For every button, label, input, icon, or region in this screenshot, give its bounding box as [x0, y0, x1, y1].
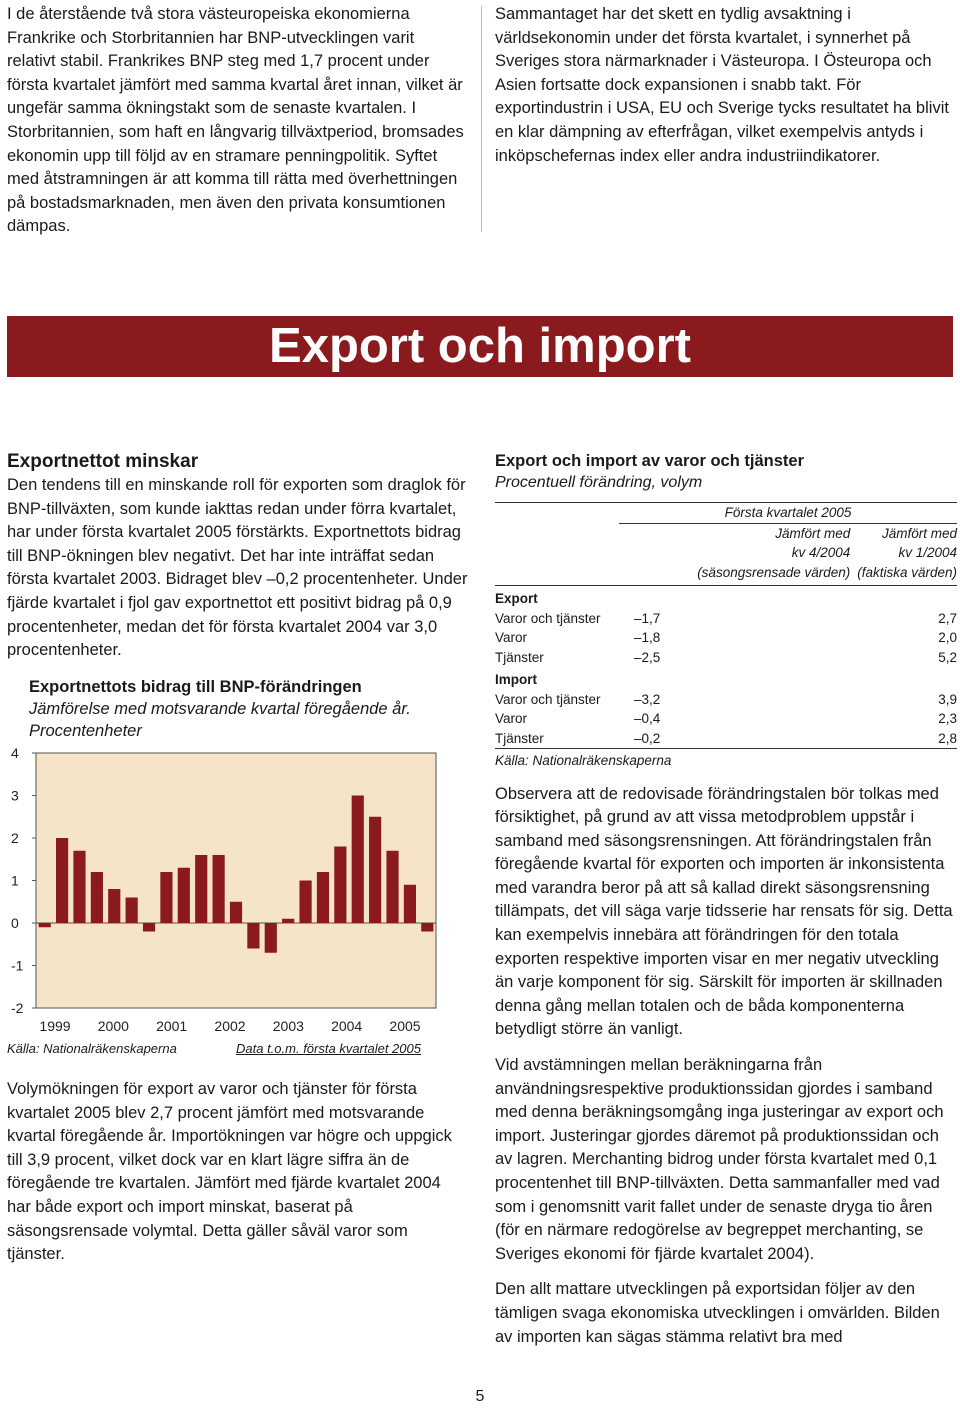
chart-bar [299, 881, 311, 924]
table-row: Varor och tjänster –3,2 3,9 [495, 691, 957, 707]
chart-bar [160, 872, 172, 923]
chart-bar [178, 868, 190, 923]
section-title: Export och import [269, 319, 691, 373]
table-row: Tjänster –0,2 2,8 [495, 729, 957, 749]
col1-header-line3: (säsongsrensade värden) [697, 564, 851, 580]
chart-unit: Procentenheter [29, 722, 142, 740]
table-source: Källa: Nationalräkenskaperna [495, 753, 672, 768]
chart-block [7, 677, 469, 1062]
paragraph-outlook: Den allt mattare utvecklingen på exportsidan följer av den tämligen svaga ekonomiska utvecklingen i omvärlden. Bilden av importen kan sägas stämma relativt bra med [495, 1280, 940, 1346]
chart-bar [108, 889, 120, 923]
page-number: 5 [475, 1388, 485, 1405]
bar-chart [7, 677, 469, 1062]
col2-header-line2: kv 1/2004 [898, 545, 957, 560]
export-net-section [7, 450, 469, 663]
chart-bar [282, 919, 294, 923]
chart-source: Källa: Nationalräkenskaperna [7, 1041, 177, 1056]
table-row: Tjänster –2,5 5,2 [495, 649, 957, 665]
chart-bar [265, 923, 277, 953]
col1-header-line2: kv 4/2004 [791, 545, 851, 560]
section-banner [7, 316, 953, 377]
chart-bar [91, 872, 103, 923]
paragraph-merchanting: Vid avstämningen mellan beräkningarna från användningsrespektive produktionssidan gjordes i samband med denna beräkningsomgång inga justeringar av export och import. Justeringar gjordes däremot på produktionssidan och av lagren. Merchanting bidrog under första kvartalet med 0,1 procentenhet till BNP-tillväxten. Detta sammanfaller med vad som i genomsnitt varit fallet under de senaste dryga tio åren (för en närmare redogörelse av begreppet merchanting, se Sveriges ekonomi för fjärde kvartalet 2004). [495, 1056, 944, 1263]
col1-header-line1: Jämfört med [775, 525, 851, 541]
x-tick-label: 2003 [272, 1018, 304, 1034]
table-row: Varor –0,4 2,3 [495, 711, 957, 726]
x-tick-label: 2000 [97, 1018, 129, 1034]
section-paragraph: Den tendens till en minskande roll för exporten som draglok för BNP-tillväxten, som kunde iakttas redan under förra kvartalet, har under första kvartalet 2005 förstärkts. Exportnettots bidrag till BNP-ökningen blev negativt. Det har inte inträffat sedan första kvartalet 2003. Bidraget blev –0,2 procentenheter. Under fjärde kvartalet i fjol gav exportnettot ett positivt bidrag på 0,9 procentenheter, medan det för första kvartalet 2004 var 3,0 procentenheter. [7, 476, 468, 660]
y-tick-label: 3 [11, 787, 19, 804]
top-right-paragraph: Sammantaget har det skett en tydlig avsaktning i världsekonomin under det första kvartalet, i synnerhet på Sveriges stora närmarknader i Västeuropa. I Östeuropa och Asien fortsatte dock expansionen i snabb takt. För exportindustrin i USA, EU och Sverige tycks resultatet ha blivit en klar dämpning av efterfrågan, vilket exempelvis antyds i inköpschefernas index eller andra industriindikatorer. [495, 5, 949, 165]
right-text [495, 783, 957, 1350]
x-tick-label: 2001 [156, 1018, 188, 1034]
chart-bar [317, 872, 329, 923]
y-tick-label: -2 [11, 1000, 24, 1016]
x-tick-label: 2004 [331, 1018, 363, 1034]
top-left-paragraph: I de återstående två stora västeuropeiska ekonomierna Frankrike och Storbritannien har BNP-utvecklingen varit relativt stabil. Frankrikes BNP steg med 1,7 procent under första kvartalet jämfört med samma kvartal året innan, vilket är ungefär samma ökningstakt som de senaste kvartalen. I Storbritannien, som haft en långvarig tillväxtperiod, bromsades ekonomin upp till följd av en stramare penningpolitik. Syftet med åtstramningen är att komma till rätta med överhettningen på bostadsmarknaden, men även den privata konsumtionen dämpas. [7, 5, 464, 236]
chart-bar [421, 923, 433, 932]
x-tick-label: 2002 [214, 1018, 246, 1034]
right-column [495, 450, 957, 1361]
col2-header-line1: Jämfört med [881, 525, 957, 541]
chart-bar [247, 923, 259, 949]
import-label: Import [495, 672, 537, 687]
export-import-table [495, 502, 957, 771]
table-row: Varor och tjänster –1,7 2,7 [495, 610, 957, 626]
chart-bar [334, 847, 346, 924]
chart-bar [39, 923, 51, 927]
chart-subtitle: Jämförelse med motsvarande kvartal föregående år. [29, 700, 411, 718]
volume-paragraph: Volymökningen för export av varor och tjänster för första kvartalet 2005 blev 2,7 procent jämfört med motsvarande kvartal föregående år. Importökningen var högre och uppgick till 3,9 procent, vilket dock var en klart lägre siffra än de föregående tre kvartalen. Jämfört med fjärde kvartalet 2004 har både export och import minskat, baserat på säsongsrensade volymtal. Detta gäller såväl varor som tjänster. [7, 1080, 452, 1264]
chart-bar [213, 855, 225, 923]
x-tick-label: 2005 [389, 1018, 421, 1034]
table-row: Varor –1,8 2,0 [495, 630, 957, 645]
chart-bar [56, 838, 68, 923]
section-heading: Exportnettot minskar [7, 451, 199, 472]
chart-data-note: Data t.o.m. första kvartalet 2005 [236, 1041, 421, 1056]
chart-bar [352, 796, 364, 924]
chart-title: Exportnettots bidrag till BNP-förändringen [29, 678, 362, 696]
chart-bar [126, 898, 138, 924]
export-label: Export [495, 591, 538, 606]
chart-bar [230, 902, 242, 923]
y-tick-label: -1 [11, 957, 24, 974]
chart-bar [143, 923, 155, 932]
chart-bar [386, 851, 398, 923]
x-tick-label: 1999 [39, 1018, 71, 1034]
top-left-column [7, 3, 465, 239]
table-header-period: Första kvartalet 2005 [619, 503, 957, 524]
chart-bar [404, 885, 416, 923]
paragraph-seasonal: Observera att de redovisade förändringstalen bör tolkas med försiktighet, på grund av att vissa metodproblem uppstår i samband med säsongsrensningen. Att förändringstalen från föregående kvartal för exporten och importen är inkonsistenta med varandra beror på att så kallad direkt säsongsrensning tillämpats, det vill säga varje tidsserie har rensats för sig. Detta kan exempelvis innebära att förändringen för den totala exporten respektive importen visar en mer negativ utveckling än varje komponent för sig. Särskilt för importen är skillnaden denna gång mellan totalen och de båda komponenterna betydligt större än vanligt. [495, 784, 953, 1039]
col2-header-line3: (faktiska värden) [857, 564, 957, 580]
chart-bar [369, 817, 381, 923]
y-tick-label: 4 [11, 745, 19, 761]
y-tick-label: 1 [11, 872, 19, 889]
y-tick-label: 0 [11, 915, 19, 931]
table-subtitle: Procentuell förändring, volym [495, 474, 703, 491]
y-tick-label: 2 [11, 830, 19, 846]
table-title: Export och import av varor och tjänster [495, 452, 804, 470]
top-right-column [495, 3, 957, 168]
chart-bar [195, 855, 207, 923]
chart-bar [73, 851, 85, 923]
column-divider [481, 6, 482, 232]
